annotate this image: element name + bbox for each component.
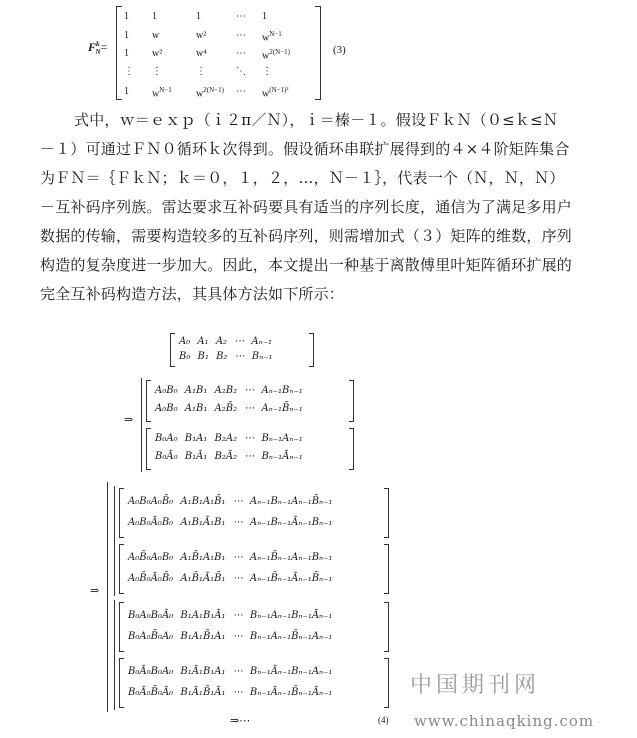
matrix-row: B₀Ā₀B₀A₀ B₁Ā₁B₁A₁ ⋯ Bₙ₋₁Āₙ₋₁Bₙ₋₁Aₙ₋₁ [128, 666, 333, 677]
step1-matrix-a [146, 380, 354, 422]
implies-arrow-1: ⇒ [124, 413, 134, 426]
matrix-row: A₀B₀ A₁B₁ A₂B̄₂ ⋯ Aₙ₋₁B̄ₙ₋₁ [155, 403, 303, 414]
matrix-label-sup: k [96, 40, 100, 48]
brace-step1 [141, 378, 142, 472]
matrix-cell: ⋮ [124, 66, 134, 77]
matrix-cell: $w^{N-1}$ [152, 86, 172, 100]
matrix-row: B₀A₀B̄₀A₀ B₁A₁B̄₁A₁ ⋯ Bₙ₋₁Aₙ₋₁B̄ₙ₋₁Aₙ₋₁ [128, 631, 333, 642]
matrix-cell: $w^{(N-1)^2}$ [262, 86, 289, 100]
matrix-cell: 1 [124, 48, 129, 59]
matrix-left-bracket [116, 6, 122, 100]
matrix-cell: 1 [124, 86, 129, 97]
paragraph-line: 构造的复杂度进一步加大。因此，本文提出一种基于离散傅里叶矩阵循环扩展的 [40, 256, 573, 274]
paragraph-line: －１）可通过ＦＮ０循环ｋ次得到。假设循环串联扩展得到的４×４阶矩阵集合 [40, 140, 570, 158]
paragraph-line: 式中，ｗ＝ｅｘｐ（ｉ２π／Ｎ），ｉ＝榛－１。假设ＦｋＮ（０≤ｋ≤Ｎ [74, 111, 559, 129]
matrix-cell: $w^{2(N-1)}$ [262, 48, 290, 62]
matrix-row: A₀B₀Ā₀B₀ A₁B₁Ā₁B₁ ⋯ Aₙ₋₁Bₙ₋₁Āₙ₋₁Bₙ₋₁ [128, 517, 333, 528]
step2-matrix-3 [119, 602, 389, 652]
matrix-cell: ⋯ [236, 86, 246, 97]
matrix-cell: 1 [152, 11, 157, 22]
top-matrix [170, 333, 314, 367]
matrix-row: A₀B₀A₀B̄₀ A₁B₁A₁B̄₁ ⋯ Aₙ₋₁Bₙ₋₁Aₙ₋₁B̄ₙ₋₁ [128, 496, 333, 507]
matrix-label-eq: = [100, 40, 108, 54]
matrix-cell: 1 [196, 11, 201, 22]
matrix-row: B₀A₀ B₁A₁ B₂A₂ ⋯ Bₙ₋₁Aₙ₋₁ [155, 433, 303, 444]
matrix-row: B₀A₀B₀Ā₀ B₁A₁B₁Ā₁ ⋯ Bₙ₋₁Aₙ₋₁Bₙ₋₁Āₙ₋₁ [128, 610, 333, 621]
step2-matrix-1 [119, 488, 389, 538]
matrix-row: A₀B₀ A₁B₁ A₂B₂ ⋯ Aₙ₋₁Bₙ₋₁ [155, 385, 303, 396]
matrix-label-symbol: F [88, 40, 97, 54]
matrix-cell: w² [152, 48, 163, 59]
matrix-row: B₀ B₁ B₂ ⋯ Bₙ₋₁ [179, 351, 273, 362]
implies-arrow-2: ⇒ [90, 584, 100, 597]
step1-matrix-b [146, 428, 354, 470]
paragraph-line: 数据的传输，需要构造较多的互补码序列，则需增加式（３）矩阵的维数，序列 [40, 227, 573, 245]
watermark-site-name: 中国期刊网 [410, 673, 541, 698]
matrix-cell: $w^{2(N-1)}$ [196, 86, 224, 100]
equation-number-3: (3) [333, 44, 346, 56]
brace-step2-upper [114, 486, 115, 596]
matrix-right-bracket [315, 6, 321, 100]
matrix-cell: ⋮ [152, 66, 162, 77]
step2-matrix-4 [119, 658, 389, 708]
matrix-cell: w² [196, 30, 207, 41]
matrix-cell: ⋯ [236, 48, 246, 59]
watermark-url: www.chinaqking.com [414, 712, 595, 730]
matrix-row: B₀Ā₀ B₁Ā₁ B₂Ā₂ ⋯ Bₙ₋₁Āₙ₋₁ [155, 451, 303, 462]
matrix-row: A₀ A₁ A₂ ⋯ Aₙ₋₁ [179, 336, 272, 347]
matrix-cell: ⋮ [262, 66, 272, 77]
matrix-cell: $w^{N-1}$ [262, 30, 282, 44]
matrix-cell: ⋮ [196, 66, 206, 77]
brace-step2-lower [114, 600, 115, 710]
matrix-cell: 1 [124, 30, 129, 41]
matrix-cell: ⋱ [236, 66, 246, 77]
matrix-cell: 1 [124, 11, 129, 22]
matrix-row: A₀B̄₀A₀B₀ A₁B̄₁A₁B₁ ⋯ Aₙ₋₁B̄ₙ₋₁Aₙ₋₁Bₙ₋₁ [128, 552, 333, 563]
final-arrow: ⇒⋯ [230, 714, 251, 727]
matrix-cell: ⋯ [236, 30, 246, 41]
matrix-cell: w⁴ [196, 48, 207, 59]
paragraph-line: 为ＦＮ＝｛ＦｋＮ；ｋ＝０，１，２，…，Ｎ－１｝，代表一个（Ｎ，Ｎ，Ｎ） [40, 169, 565, 187]
paragraph-line: －互补码序列族。雷达要求互补码要具有适当的序列长度，通信为了满足多用户 [40, 198, 573, 216]
step2-matrix-2 [119, 544, 389, 594]
body-paragraph [40, 106, 572, 309]
paragraph-line: 完全互补码构造方法，其具体方法如下所示： [40, 285, 345, 303]
matrix-label [88, 40, 107, 56]
matrix-row: B₀Ā₀B̄₀Ā₀ B₁Ā₁B̄₁Ā₁ ⋯ Bₙ₋₁Āₙ₋₁B̄ₙ₋₁Āₙ₋₁ [128, 687, 333, 698]
matrix-cell: ⋯ [236, 11, 246, 22]
equation-number-4: (4) [378, 715, 389, 725]
matrix-cell: 1 [262, 11, 267, 22]
matrix-cell: w [152, 30, 160, 41]
brace-step2-outer [107, 482, 108, 712]
matrix-row: A₀B̄₀Ā₀B̄₀ A₁B̄₁Ā₁B̄₁ ⋯ Aₙ₋₁B̄ₙ₋₁Āₙ₋₁B̄ₙ₋₁ [128, 573, 333, 584]
matrix-label-sub: N [95, 48, 101, 57]
